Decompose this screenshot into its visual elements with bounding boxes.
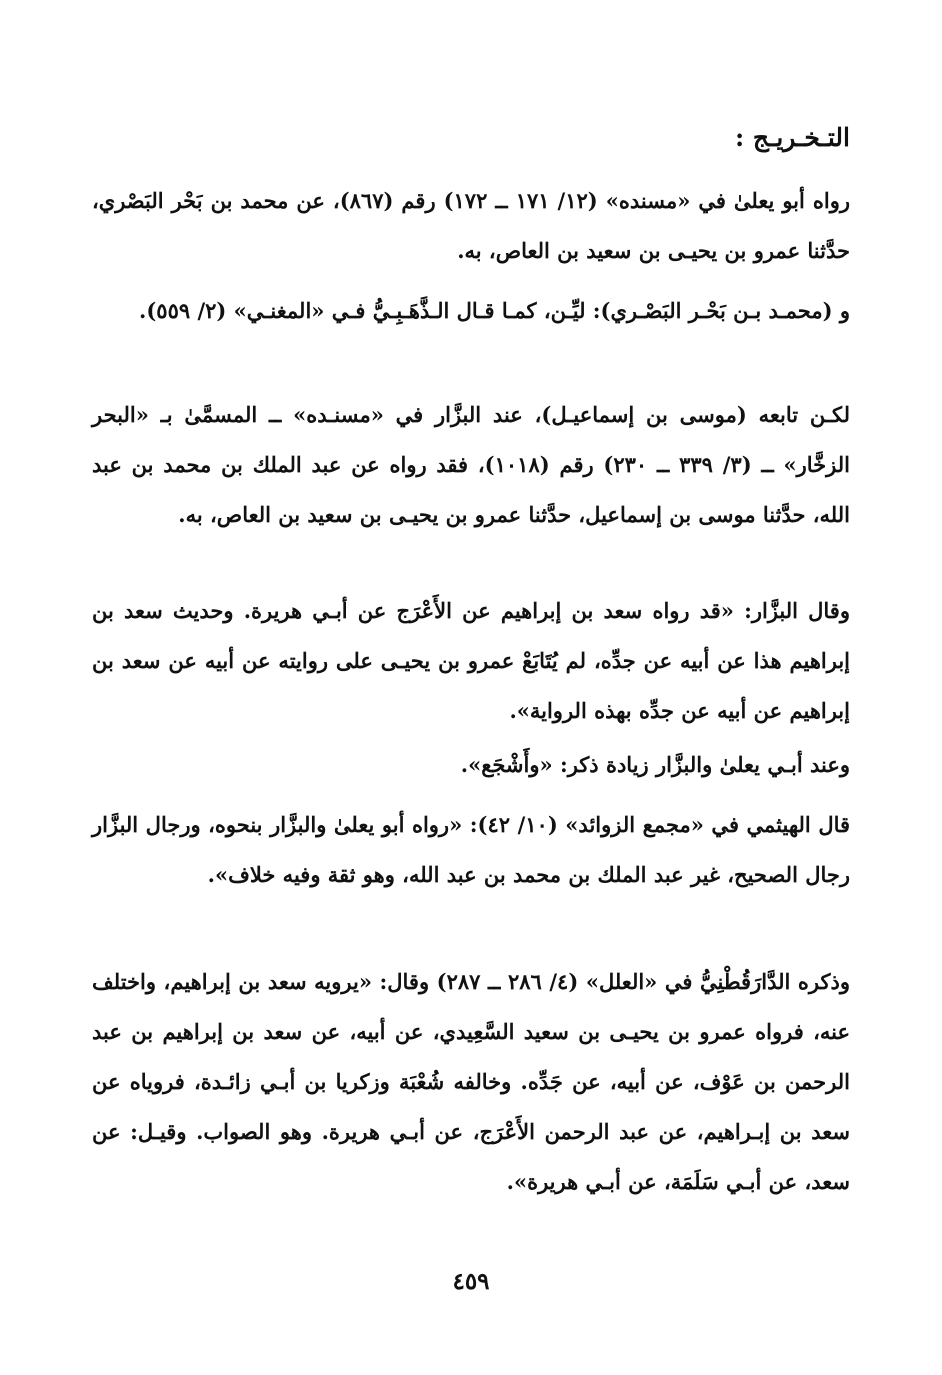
page-number: ٤٥٩ (452, 1268, 490, 1295)
paragraph-7: وذكره الدَّارَقُطْنِيُّ في «العلل» (٤/ ٢٨٦ ــ ٢٨٧) وقال: «يرويه سعد بن إبراهيم، واختلف عنه، فرواه عمرو بن يحيـى بن سعيد السَّعِيدي، عن أبيه، عن سعد بن إبراهيم بن عبد الرحمن بن عَوْف، عن أبيه، عن جَدِّه. وخالفه شُعْبَة وزكريا بن أبـي زائـدة، فروياه عن سعد بن إبـراهيم، عن عبد الرحمن الأَعْرَج، عن أبـي هريرة. وهو الصواب. وقيـل: عن سعد، عن أبـي سَلَمَة، عن أبـي هريرة». (92, 969, 850, 1194)
paragraph-4: وقال البزَّار: «قد رواه سعد بن إبراهيم عن الأَعْرَج عن أبـي هريرة. وحديث سعد بن إبراهيم هذا عن أبيه عن جدِّه، لم يُتَابَعْ عمرو بن يحيـى على روايته عن أبيه عن سعد بن إبراهيم عن أبيه عن جدِّه بهذه الرواية». (92, 598, 850, 723)
section-heading: التـخـريـج : (734, 123, 850, 152)
paragraph-5: وعند أبـي يعلىٰ والبزَّار زيادة ذكر: «وأَشْجَع». (460, 752, 850, 777)
paragraph-2: و (محمـد بـن بَحْـر البَصْـري): ليِّـن، كمـا قـال الـذَّهَـبِـيُّ فـي «المغنـي» (٢/ ٥٥٩). (139, 298, 850, 323)
paragraph-3: لكـن تابعه (موسى بن إسماعيـل)، عند البزَّار في «مسنـده» ــ المسمَّىٰ بـ «البحر الزخَّار» ــ (٣/ ٣٣٩ ــ ٢٣٠) رقم (١٠١٨)، فقد رواه عن عبد الملك بن محمد بن عبد الله، حدَّثنا موسى بن إسماعيل، حدَّثنا عمرو بن يحيـى بن سعيد بن العاص، به. (92, 402, 850, 527)
paragraph-1: رواه أبو يعلىٰ في «مسنده» (١٢/ ١٧١ ــ ١٧٢) رقم (٨٦٧)، عن محمد بن بَحْر البَصْري، حدَّثنا عمرو بن يحيـى بن سعيد بن العاص، به. (92, 188, 850, 263)
paragraph-6: قال الهيثمي في «مجمع الزوائد» (١٠/ ٤٢): «رواه أبو يعلىٰ والبزَّار بنحوه، ورجال البزَّار رجال الصحيح، غير عبد الملك بن محمد بن عبد الله، وهو ثقة وفيه خلاف». (92, 812, 851, 887)
